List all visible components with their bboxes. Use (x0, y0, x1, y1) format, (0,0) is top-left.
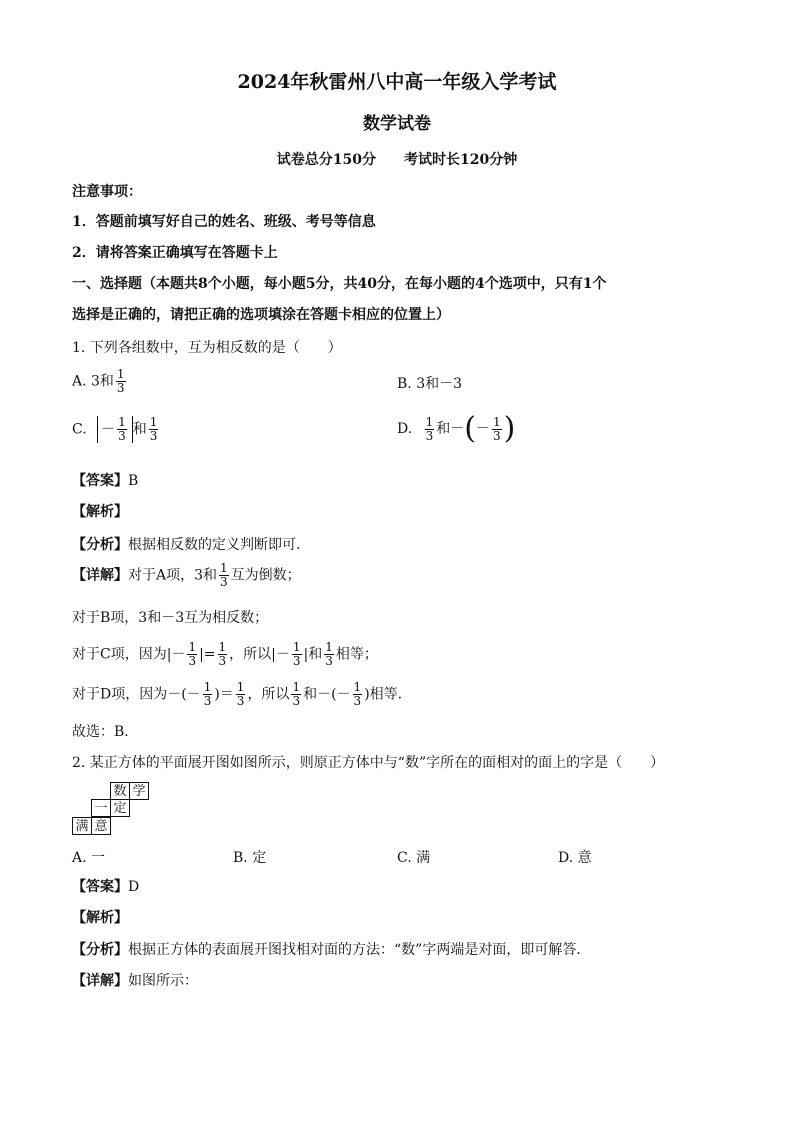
fraction-one-third: $\frac{1}{3}$ (292, 640, 301, 668)
fenxi-tag: 【分析】 (72, 537, 128, 553)
detail-text: 如图所示： (128, 973, 198, 989)
exam-title: 2024年秋雷州八中高一年级入学考试 (237, 71, 557, 93)
fenxi-text: 根据相反数的定义判断即可. (128, 537, 301, 553)
q2-option-c: C. 满 (397, 850, 431, 866)
right-paren: ) (503, 411, 516, 446)
q1-option-d-and: 和 (436, 421, 451, 437)
q1-fenxi (72, 535, 300, 555)
net-cell-shu: 数 (110, 782, 130, 800)
fraction-one-third: $\frac{1}{3}$ (116, 367, 125, 395)
fraction-one-third: $\frac{1}{3}$ (188, 640, 197, 668)
absolute-value (97, 416, 133, 443)
q1-option-c-and: 和 (132, 421, 147, 438)
fraction-one-third: $\frac{1}{3}$ (353, 680, 362, 708)
section-heading-line1: 一、选择题（本题共8个小题，每小题5分，共40分，在每小题的4个选项中，只有1个 (72, 276, 607, 292)
q2-answer (72, 877, 139, 897)
q2-option-d: D. 意 (558, 850, 592, 866)
fraction-one-third: $\frac{1}{3}$ (203, 680, 212, 708)
q2-option-b: B. 定 (233, 850, 267, 866)
fraction-one-third: $\frac{1}{3}$ (220, 561, 228, 589)
net-cell-yi-meaning: 意 (91, 817, 111, 835)
q2-option-a: A. 一 (72, 850, 106, 866)
q1-stem: 1. 下列各组数中，互为相反数的是（ ） (72, 340, 342, 356)
answer-tag: 【答案】 (72, 879, 128, 895)
fraction-one-third: $\frac{1}{3}$ (425, 414, 434, 443)
minus-sign: － (101, 421, 116, 438)
net-cell-ding: 定 (110, 799, 130, 817)
net-cell-man: 满 (72, 817, 92, 835)
notes-heading: 注意事项： (72, 184, 142, 200)
fenxi-tag: 【分析】 (72, 942, 128, 958)
minus-sign: － (450, 421, 465, 437)
net-cell-xue: 学 (129, 782, 149, 800)
q1-detail-d: 对于D项，因为－(－ $\frac{1}{3}$ )＝ $\frac{1}{3}$ ，所以 $\frac{1}{3}$ 和－(－ $\frac{1}{3}$ )相等. (72, 680, 403, 708)
q1-option-c (72, 416, 160, 443)
q1-option-a (72, 368, 128, 395)
fraction-one-third: $\frac{1}{3}$ (493, 414, 501, 443)
answer-value: D (128, 879, 140, 895)
exam-subtitle: 数学试卷 (363, 114, 431, 134)
q1-analysis-tag: 【解析】 (72, 504, 128, 520)
fraction-one-third: $\frac{1}{3}$ (236, 680, 245, 708)
notes-item-2: 2．请将答案正确填写在答题卡上 (72, 245, 278, 261)
net-cell-yi: 一 (91, 799, 111, 817)
detail-tag: 【详解】 (72, 567, 128, 584)
q1-detail-a: 【详解】对于A项，3和 $\frac{1}{3}$ 互为倒数； (72, 561, 301, 589)
fraction-one-third: $\frac{1}{3}$ (118, 415, 126, 443)
exam-meta: 试卷总分150分 考试时长120分钟 (276, 152, 518, 168)
q1-detail-c: 对于C项，因为|－ $\frac{1}{3}$ |= $\frac{1}{3}$ ，所以|－ $\frac{1}{3}$ |和 $\frac{1}{3}$ 相等； (72, 640, 378, 668)
fraction-one-third: $\frac{1}{3}$ (149, 415, 158, 443)
q1-choose: 故选：B. (72, 724, 129, 740)
q1-option-c-label: C. (72, 421, 87, 438)
answer-tag: 【答案】 (72, 473, 128, 489)
fraction-one-third: $\frac{1}{3}$ (325, 640, 333, 668)
section-heading-line2: 选择是正确的，请把正确的选项填涂在答题卡相应的位置上） (72, 307, 450, 323)
q1-option-d (397, 411, 516, 446)
q2-stem: 2. 某正方体的平面展开图如图所示，则原正方体中与“数”字所在的面相对的面上的字是（ ） (72, 755, 665, 771)
q1-option-d-label: D. (397, 421, 413, 437)
q1-option-a-text: A. 3和 (72, 373, 114, 390)
fenxi-text: 根据正方体的表面展开图找相对面的方法：“数”字两端是对面，即可解答． (128, 942, 591, 958)
q1-option-b: B. 3和－3 (397, 376, 463, 392)
fraction-one-third: $\frac{1}{3}$ (218, 640, 227, 668)
q2-analysis-tag: 【解析】 (72, 910, 128, 926)
q2-detail (72, 971, 198, 991)
q1-answer (72, 471, 138, 491)
minus-sign: － (476, 421, 490, 437)
notes-item-1: 1．答题前填写好自己的姓名、班级、考号等信息 (72, 214, 376, 230)
q1-detail-b: 对于B项，3和－3互为相反数； (72, 610, 269, 626)
detail-tag: 【详解】 (72, 973, 128, 989)
q2-fenxi (72, 940, 590, 960)
left-paren: ( (464, 411, 476, 446)
answer-value: B (128, 473, 139, 489)
fraction-one-third: $\frac{1}{3}$ (292, 680, 301, 708)
